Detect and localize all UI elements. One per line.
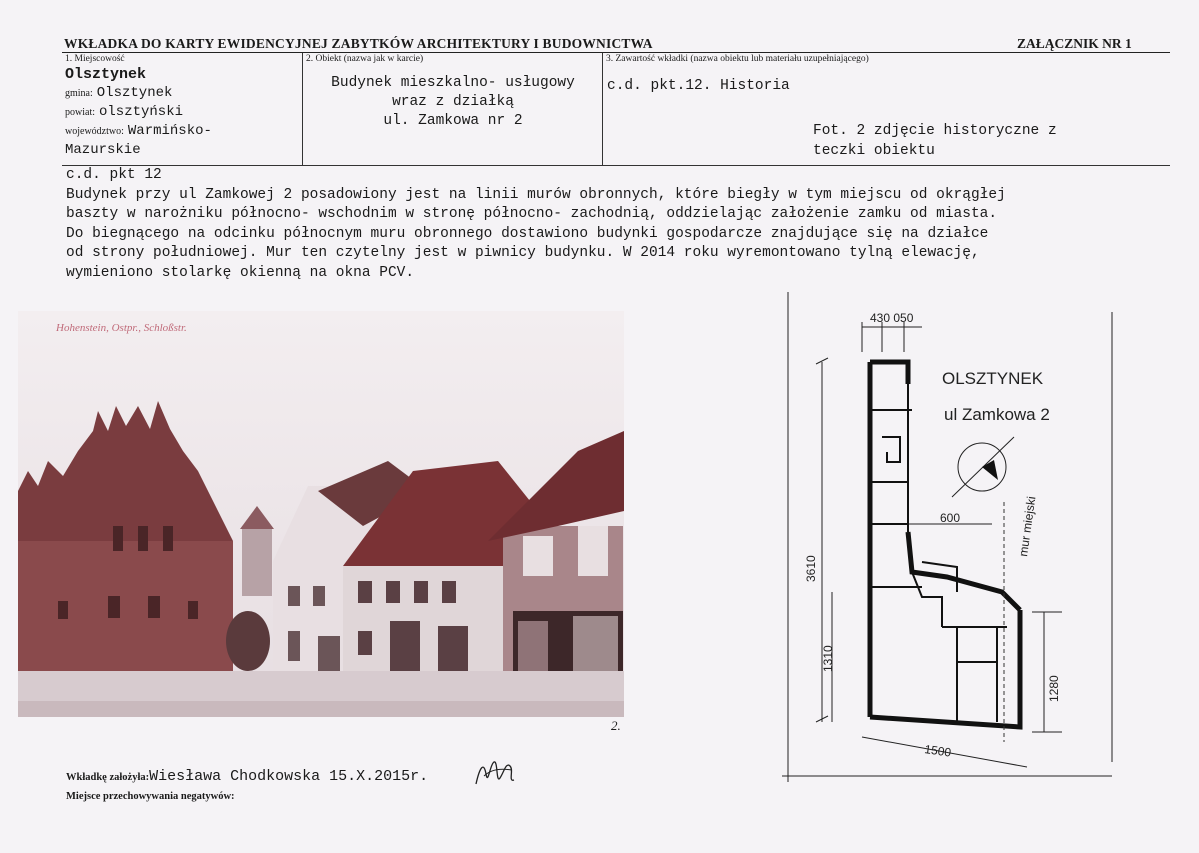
dim-1500: 1500 [923,742,952,760]
dim-1310: 1310 [821,645,835,672]
dim-top: 430 050 [870,311,914,325]
author-label: Wkładkę założyła: [66,772,150,783]
annex-label: ZAŁĄCZNIK NR 1 [1017,36,1132,51]
plan-town: OLSZTYNEK [942,369,1044,388]
powiat-value: olsztyński [99,104,184,120]
info-grid [62,52,1170,166]
photo-caption: Hohenstein, Ostpr., Schloßstr. [56,322,187,334]
author-line [66,767,428,785]
object-line-2: wraz z działką [392,94,514,110]
powiat-label: powiat: [65,107,95,118]
object-line-3: ul. Zamkowa nr 2 [383,113,523,129]
photo-number: 2. [611,718,621,733]
storage-line [66,786,235,804]
storage-label: Miejsce przechowywania negatywów: [66,791,235,802]
voivodeship-value-cont: Mazurskie [65,142,141,158]
dim-3610: 3610 [804,555,818,582]
history-line-2: Budynek przy ul Zamkowej 2 posadowiony jest na linii murów obronnych, które biegły w tym miejscu od okrągłej [66,186,1006,203]
place-name: Olsztynek [65,66,147,83]
signature [470,756,520,795]
voivodeship-label: województwo: [65,126,124,137]
header-title: WKŁADKA DO KARTY EWIDENCYJNEJ ZABYTKÓW ARCHITEKTURY I BUDOWNICTWA [64,36,653,51]
historical-photo [18,311,624,717]
history-line-3: baszty w narożniku północno- wschodnim w stronę północno- zachodnią, oddzielając założenie zamku od miasta. [66,206,998,222]
contents-heading: 3. Zawartość wkładki (nazwa obiektu lub materiału uzupełniającego) [606,54,869,64]
voivodeship-value: Warmińsko- [127,123,212,139]
author-value: Wiesława Chodkowska 15.X.2015r. [149,768,429,785]
object-line-1: Budynek mieszkalno- usługowy [331,75,575,91]
plan-street: ul Zamkowa 2 [944,405,1050,424]
gmina-value: Olsztynek [96,85,173,101]
contents-line-1: c.d. pkt.12. Historia [607,78,790,94]
contents-line-2: Fot. 2 zdjęcie historyczne z [813,123,1057,139]
wall-label: mur miejski [1016,495,1039,558]
object-column [302,53,603,165]
history-text [66,166,1176,283]
location-column [62,53,302,165]
history-line-1: c.d. pkt 12 [66,167,162,183]
history-line-6: wymieniono stolarkę okienną na okna PCV. [66,264,415,281]
floor-plan [782,292,1127,782]
history-line-4: Do biegnącego na odcinku północnym muru obronnego dostawiono budynki gospodarcze znajdujące się na działce [66,225,989,242]
gmina-label: gmina: [65,88,93,99]
contents-line-3: teczki obiektu [813,143,935,159]
object-heading: 2. Obiekt (nazwa jak w karcie) [306,54,424,64]
dim-600: 600 [940,511,961,525]
history-line-5: od strony południowej. Mur ten czytelny jest w piwnicy budynku. W 2014 roku wyremontowano tylną elewację, [66,245,980,261]
location-heading: 1. Miejscowość [65,54,125,64]
contents-column [602,53,1171,165]
dim-1280: 1280 [1047,675,1061,702]
